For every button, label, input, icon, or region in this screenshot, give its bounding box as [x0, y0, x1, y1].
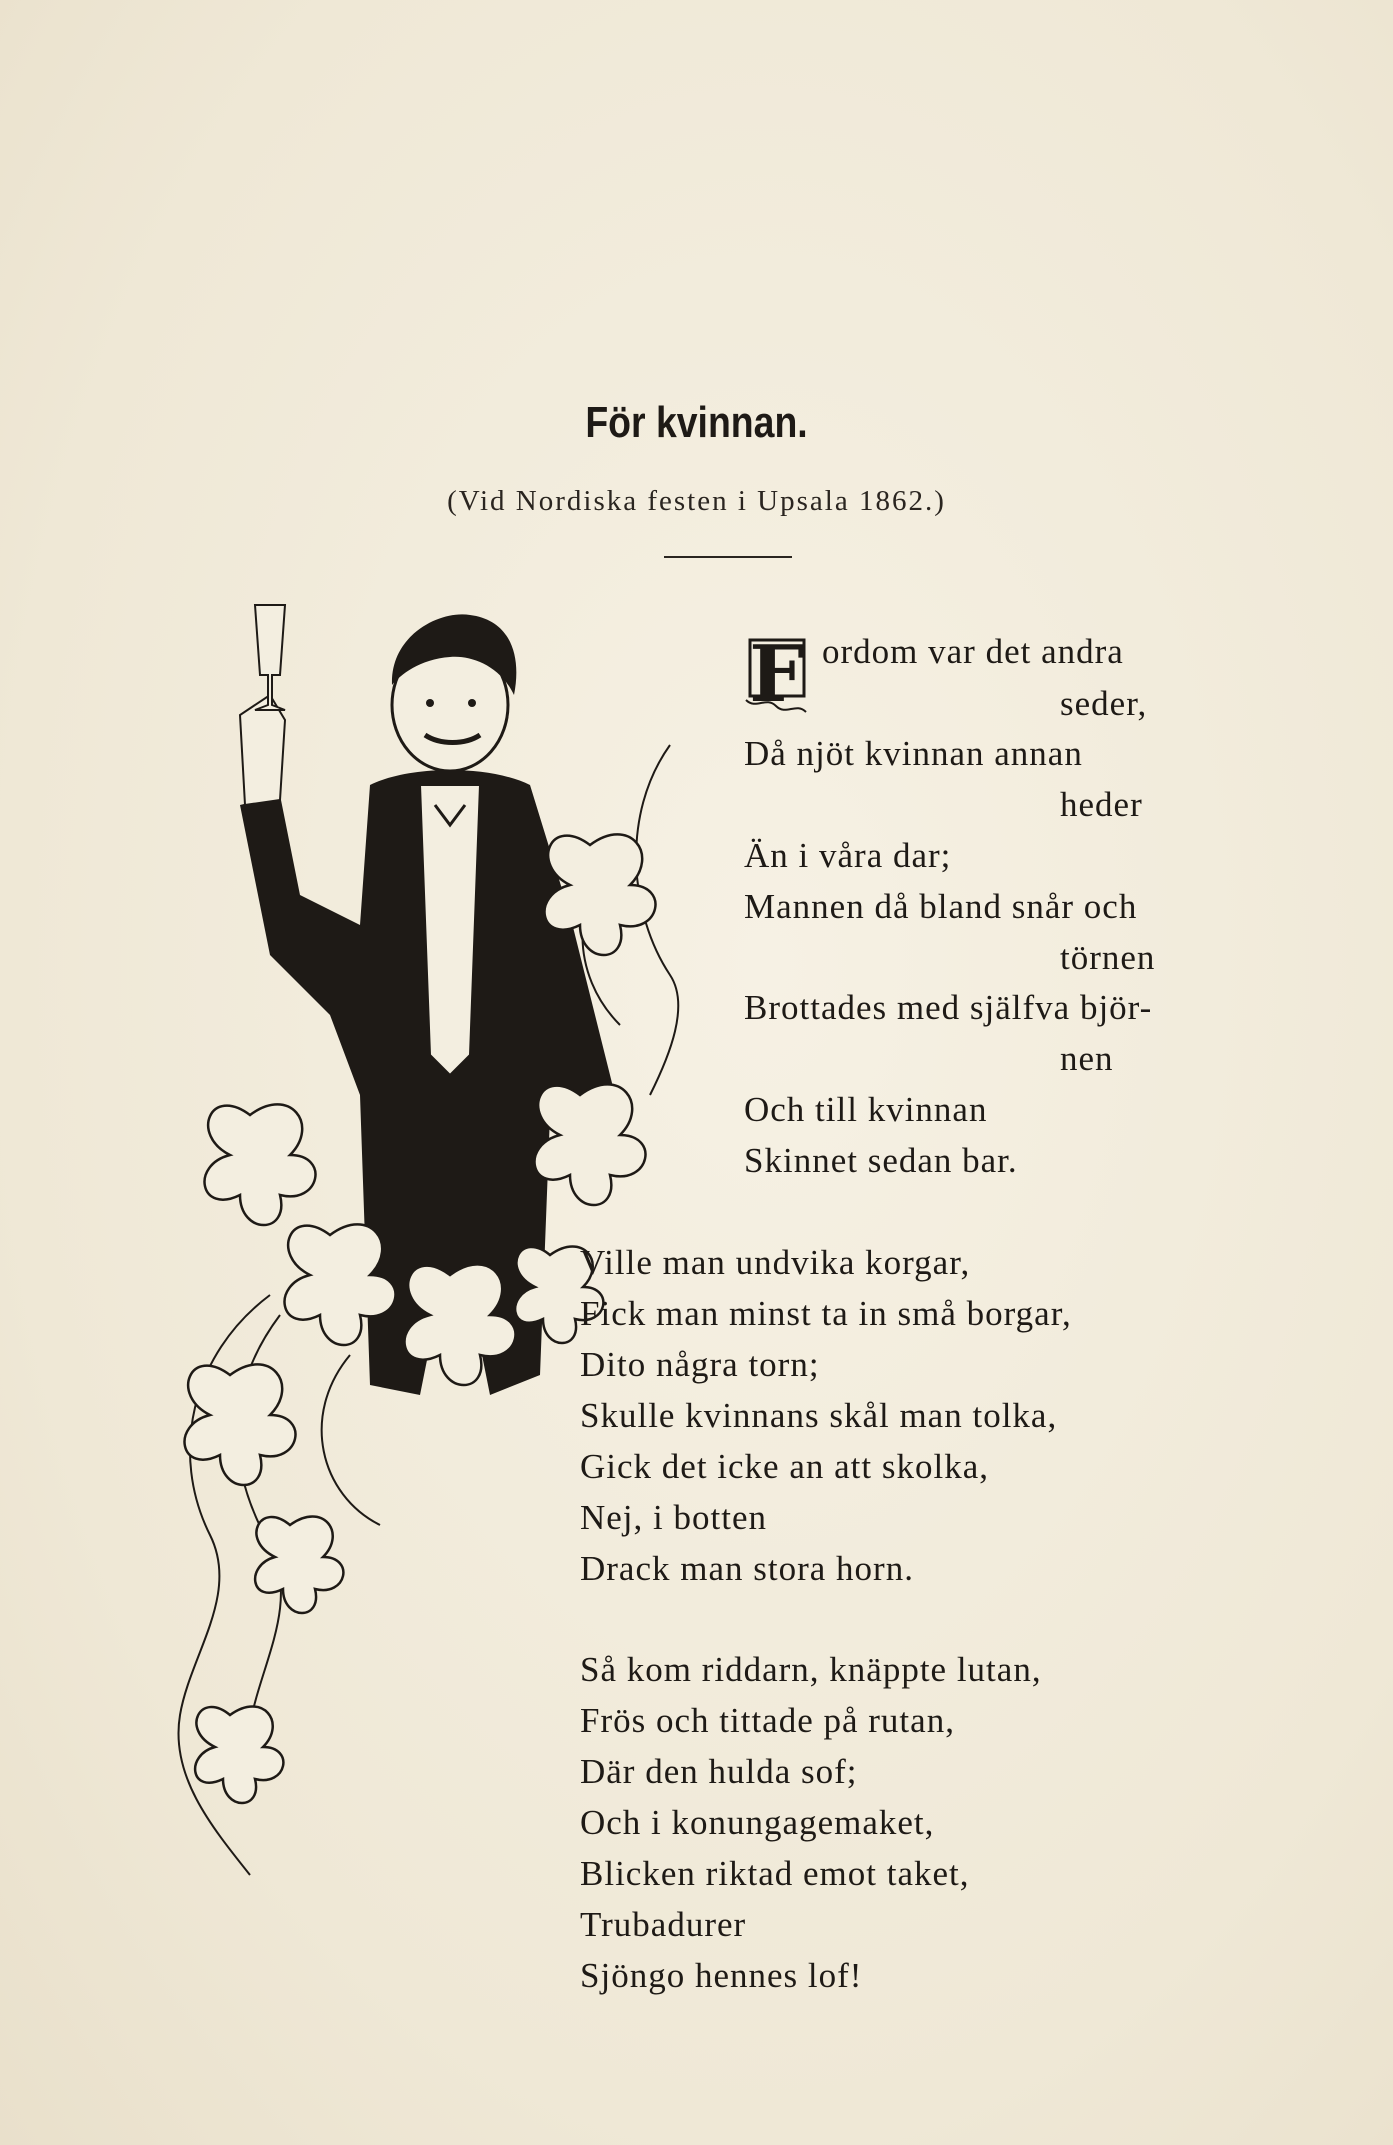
stanza-1-line-1: ordom var det andra — [822, 632, 1124, 671]
stanza-2-line-2: Fick man minst ta in små borgar, — [580, 1294, 1072, 1333]
stanza-1-line-4: heder — [1060, 785, 1143, 824]
stanza-2-line-4: Skulle kvinnans skål man tolka, — [580, 1396, 1058, 1435]
stanza-1-line-9: nen — [1060, 1039, 1114, 1078]
stanza-2-line-6: Nej, i botten — [580, 1498, 767, 1537]
stanza-3-line-4: Och i konungagemaket, — [580, 1803, 935, 1842]
stanza-3-line-1: Så kom riddarn, knäppte lutan, — [580, 1650, 1042, 1689]
stanza-3-line-5: Blicken riktad emot taket, — [580, 1854, 970, 1893]
poem-title: För kvinnan. — [585, 398, 808, 447]
stanza-1-line-8: Brottades med själfva björ- — [744, 988, 1153, 1027]
stanza-1-line-6: Mannen då bland snår och — [744, 887, 1138, 926]
stanza-1-line-5: Än i våra dar; — [744, 836, 952, 875]
stanza-3-line-2: Frös och tittade på rutan, — [580, 1701, 955, 1740]
stanza-1-line-10: Och till kvinnan — [744, 1090, 988, 1129]
stanza-1-line-7: törnen — [1060, 938, 1156, 977]
stanza-3-line-7: Sjöngo hennes lof! — [580, 1956, 863, 1995]
title-divider — [664, 556, 792, 558]
stanza-3-line-3: Där den hulda sof; — [580, 1752, 858, 1791]
dropcap-letter: F — [749, 629, 805, 720]
poem-subtitle: (Vid Nordiska festen i Upsala 1862.) — [447, 485, 946, 517]
stanza-3-line-6: Trubadurer — [580, 1905, 747, 1944]
stanza-2-line-3: Dito några torn; — [580, 1345, 820, 1384]
stanza-2-line-7: Drack man stora horn. — [580, 1549, 914, 1588]
stanza-2-line-1: Ville man undvika korgar, — [580, 1243, 971, 1282]
stanza-1-line-3: Då njöt kvinnan annan — [744, 734, 1083, 773]
stanza-2-line-5: Gick det icke an att skolka, — [580, 1447, 989, 1486]
dropcap-ornament — [740, 629, 814, 720]
stanza-1-line-2: seder, — [1060, 684, 1148, 723]
stanza-1-line-11: Skinnet sedan bar. — [744, 1141, 1018, 1180]
